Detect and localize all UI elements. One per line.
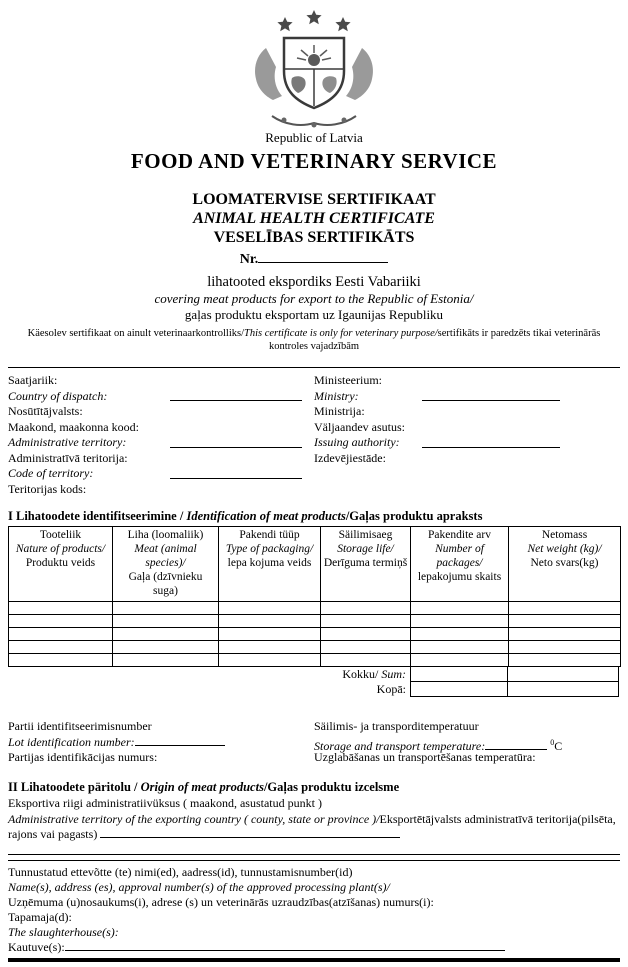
table-cell — [219, 641, 321, 654]
territory-en: Administrative territory of the exporting country ( county, state or province )/ — [8, 811, 380, 826]
plant-label-et: Tunnustatud ettevõtte (te) nimi(ed), aadress(id), tunnustamisnumber(id) — [8, 864, 353, 879]
total-packages-cell — [410, 681, 508, 697]
table-cell — [321, 628, 411, 641]
coat-of-arms — [8, 0, 620, 130]
table-cell — [509, 628, 621, 641]
sum-weight-cell — [507, 666, 619, 682]
section2-title — [8, 780, 620, 795]
section2-title-en: Origin of meat products — [140, 779, 264, 794]
table-cell — [321, 654, 411, 667]
dispatch-fields — [8, 373, 620, 497]
col-header-meat-species: Liha (loomaliik) Meat (animal species)/ Gaļa (dzīvnieku suga) — [113, 527, 219, 602]
table-cell — [509, 615, 621, 628]
table-row — [9, 641, 621, 654]
table-cell — [9, 641, 113, 654]
table-cell — [219, 654, 321, 667]
table-cell — [509, 654, 621, 667]
table-cell — [113, 628, 219, 641]
bottom-rule — [8, 958, 620, 962]
plant-label-en: Name(s), address (es), approval number(s) of the approved processing plant(s)/ — [8, 879, 390, 894]
country-of-dispatch-blank — [170, 400, 302, 401]
dispatch-left-column — [8, 373, 314, 497]
field-admin-territory-et: Maakond, maakonna kood: — [8, 419, 139, 434]
table-cell — [321, 641, 411, 654]
total-weight-cell — [507, 681, 619, 697]
dispatch-right-column — [314, 373, 620, 497]
territory-line-et: Eksportiva riigi administratiivüksus ( maakond, asustatud punkt ) — [8, 795, 322, 810]
section2-title-et: II Lihatoodete päritolu / — [8, 779, 141, 794]
field-issuing-authority-en: Issuing authority: — [314, 435, 620, 451]
field-code-of-territory-lv: Teritorijas kods: — [8, 481, 87, 496]
field-code-of-territory-en: Code of territory: — [8, 466, 314, 482]
export-line-lv: gaļas produktu eksportam uz Igaunijas Republiku — [184, 307, 444, 322]
field-country-of-dispatch-lv: Nosūtītājvalsts: — [8, 404, 83, 418]
field-ministry-et: Ministeerium: — [314, 373, 382, 387]
lot-column — [8, 719, 314, 766]
section2-title-lv: /Gaļas produktu izcelsme — [263, 779, 400, 794]
col-header-packaging: Pakendi tüüp Type of packaging/ lepa kojuma veids — [219, 527, 321, 602]
table-row — [9, 654, 621, 667]
section1-title-en: Identification of meat products — [186, 509, 346, 523]
table-cell — [411, 628, 509, 641]
sum-row — [8, 667, 620, 682]
writing-line-2 — [8, 855, 620, 861]
field-ministry-lv: Ministrija: — [314, 404, 365, 418]
country-name: Republic of Latvia — [265, 130, 363, 145]
field-issuing-authority-lv: Izdevējiestāde: — [314, 450, 386, 465]
title-estonian: LOOMATERVISE SERTIFIKAAT — [192, 191, 436, 208]
col-header-packages-count: Pakendite arv Number of packages/ lepakojumu skaits — [411, 527, 509, 602]
territory-paragraph — [8, 812, 620, 842]
table-cell — [509, 641, 621, 654]
title-latvian: VESELĪBAS SERTIFIKĀTS — [213, 229, 415, 246]
nr-blank — [258, 252, 388, 263]
table-cell — [9, 615, 113, 628]
nr-label: Nr. — [239, 252, 259, 267]
note-en: This certificate is only for veterinary purpose/ — [244, 328, 438, 339]
table-cell — [219, 602, 321, 615]
table-cell — [321, 615, 411, 628]
ministry-blank — [422, 400, 560, 401]
plant-label-lv: Uzņēmuma (u)nosaukums(i), adrese (s) un veterinārās uzraudzības(atzīšanas) numurs(i): — [8, 894, 434, 909]
slaughterhouse-label-et: Tapamaja(d): — [8, 909, 72, 924]
field-country-of-dispatch-et: Saatjariik: — [8, 373, 58, 387]
table-cell — [9, 628, 113, 641]
service-title: FOOD AND VETERINARY SERVICE — [130, 149, 498, 173]
territory-blank — [100, 827, 400, 838]
temperature-unit: C — [554, 738, 563, 753]
veterinary-note — [14, 328, 614, 353]
table-cell — [509, 602, 621, 615]
field-admin-territory-en: Administrative territory: — [8, 435, 314, 451]
plant-block — [8, 865, 620, 955]
table-cell — [219, 628, 321, 641]
temperature-label-lv: Uzglabāšanas un transportēšanas temperatūra: — [314, 750, 536, 764]
table-cell — [411, 641, 509, 654]
lot-temperature-block — [8, 719, 620, 766]
field-ministry-en: Ministry: — [314, 389, 620, 405]
products-table — [8, 526, 621, 667]
table-row — [9, 615, 621, 628]
latvia-coat-of-arms-icon — [239, 8, 389, 132]
slaughterhouse-label-en: The slaughterhouse(s): — [8, 924, 119, 939]
lot-number-blank — [135, 735, 225, 746]
temperature-label-et: Säilimis- ja transporditemperatuur — [314, 719, 479, 733]
table-cell — [411, 654, 509, 667]
lot-label-en: Lot identification number: — [8, 735, 314, 751]
table-cell — [113, 641, 219, 654]
lot-label-et: Partii identifitseerimisnumber — [8, 719, 152, 733]
section1-title-et: I Lihatoodete identifitseerimine / — [8, 509, 187, 523]
table-row — [9, 628, 621, 641]
title-english: ANIMAL HEALTH CERTIFICATE — [193, 210, 435, 227]
table-cell — [9, 654, 113, 667]
table-cell — [9, 602, 113, 615]
temperature-column — [314, 719, 620, 766]
slaughterhouse-label-lv: Kautuve(s): — [8, 940, 620, 955]
writing-line — [8, 842, 620, 855]
table-cell — [113, 602, 219, 615]
field-country-of-dispatch-en: Country of dispatch: — [8, 389, 314, 405]
table-cell — [113, 615, 219, 628]
total-label: Kopā: — [376, 682, 406, 696]
temperature-label-en: Storage and transport temperature: $^0$C — [314, 737, 563, 753]
code-of-territory-blank — [170, 478, 302, 479]
table-cell — [321, 602, 411, 615]
table-cell — [113, 654, 219, 667]
temperature-blank — [485, 739, 547, 750]
sum-label: Kokku/ Sum: — [342, 667, 406, 681]
table-row — [9, 602, 621, 615]
separator-line — [8, 367, 620, 368]
slaughterhouse-blank — [65, 940, 505, 951]
table-cell — [219, 615, 321, 628]
issuing-authority-blank — [422, 447, 560, 448]
total-row — [8, 682, 620, 697]
export-line-et: lihatooted ekspordiks Eesti Vabariiki — [207, 274, 421, 290]
table-header-row — [9, 527, 621, 602]
section1-title — [8, 509, 620, 524]
field-issuing-authority-et: Väljaandev asutus: — [314, 419, 405, 434]
sum-packages-cell — [410, 666, 508, 682]
lot-label-lv: Partijas identifikācijas numurs: — [8, 750, 158, 764]
section1-title-lv: /Gaļas produktu apraksts — [345, 509, 483, 523]
col-header-nature: Tooteliik Nature of products/ Produktu veids — [9, 527, 113, 602]
table-cell — [411, 602, 509, 615]
field-admin-territory-lv: Administratīvā teritorija: — [8, 450, 128, 465]
note-et: Käesolev sertifikaat on ainult veterinaarkontrolliks/ — [27, 328, 245, 339]
admin-territory-blank — [170, 447, 302, 448]
territory-lv: Eksportētājvalsts administratīvā teritorija(pilsēta, rajons vai pagasts) — [8, 811, 616, 841]
table-cell — [411, 615, 509, 628]
export-line-en: covering meat products for export to the Republic of Estonia/ — [154, 291, 474, 306]
col-header-net-weight: Netomass Net weight (kg)/ Neto svars(kg) — [509, 527, 621, 602]
col-header-storage-life: Säilimisaeg Storage life/ Derīguma termiņš — [321, 527, 411, 602]
degree-symbol: 0 — [550, 737, 555, 747]
note-lv: sertifikāts ir paredzēts tikai veterinārās kontroles vajadzībām — [268, 328, 601, 352]
certificate-number-line — [8, 252, 620, 268]
